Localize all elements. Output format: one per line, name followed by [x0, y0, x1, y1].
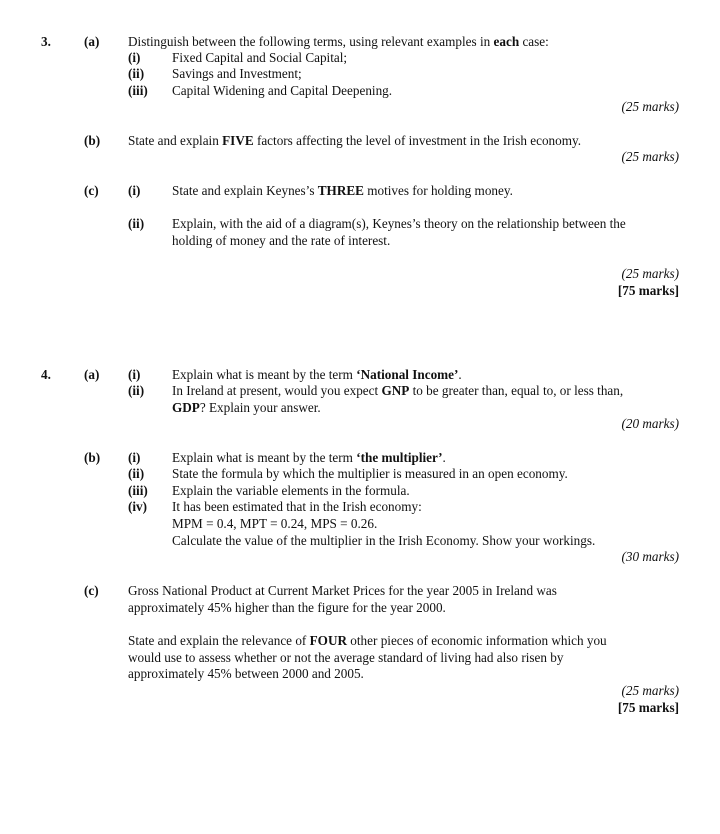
text: State and explain the relevance of	[128, 633, 310, 648]
text: In Ireland at present, would you expect	[172, 383, 382, 398]
marks-label: (25 marks)	[621, 683, 679, 698]
text-bold: THREE	[317, 183, 364, 198]
total-marks-label: [75 marks]	[617, 700, 679, 715]
subpart-label: (i)	[128, 450, 141, 465]
subpart-label: (i)	[128, 183, 141, 198]
paragraph-text: approximately 45% between 2000 and 2005.	[128, 666, 364, 681]
subpart-label: (ii)	[128, 383, 145, 398]
text: State and explain	[128, 133, 223, 148]
subpart-text: Fixed Capital and Social Capital;	[172, 50, 348, 65]
subpart-text	[172, 367, 462, 383]
text-bold: each	[493, 34, 520, 49]
part-label: (b)	[84, 133, 101, 148]
part-label: (c)	[84, 183, 99, 198]
text: Explain what is meant by the term	[172, 450, 357, 465]
paragraph-text: would use to assess whether or not the average standard of living had also risen by	[128, 650, 564, 665]
subpart-text	[172, 450, 446, 466]
text-bold: ‘National Income’	[356, 367, 459, 382]
text: ? Explain your answer.	[199, 400, 321, 415]
text: .	[458, 367, 462, 382]
subpart-text	[172, 383, 623, 399]
text-bold: FIVE	[222, 133, 254, 148]
subpart-text	[172, 183, 513, 199]
marks-label: (30 marks)	[621, 549, 679, 564]
marks-label: (25 marks)	[621, 266, 679, 281]
text: to be greater than, equal to, or less than,	[409, 383, 624, 398]
subpart-text: Calculate the value of the multiplier in the Irish Economy. Show your workings.	[172, 533, 596, 548]
subpart-text: Explain the variable elements in the formula.	[172, 483, 410, 498]
subpart-label: (iv)	[128, 499, 148, 514]
subpart-label: (ii)	[128, 66, 145, 81]
subpart-label: (ii)	[128, 466, 145, 481]
text: State and explain Keynes’s	[172, 183, 318, 198]
subpart-label: (i)	[128, 50, 141, 65]
question-number: 3.	[41, 34, 51, 49]
text: .	[442, 450, 446, 465]
text: other pieces of economic information which you	[347, 633, 607, 648]
paragraph-text: Gross National Product at Current Market Prices for the year 2005 in Ireland was	[128, 583, 557, 598]
paragraph-text: approximately 45% higher than the figure for the year 2000.	[128, 600, 446, 615]
marks-label: (25 marks)	[621, 149, 679, 164]
total-marks-label: [75 marks]	[617, 283, 679, 298]
subpart-text: Capital Widening and Capital Deepening.	[172, 83, 393, 98]
text: Distinguish between the following terms, using relevant examples in	[128, 34, 494, 49]
text-bold: GDP	[172, 400, 200, 415]
part-label: (a)	[84, 34, 100, 49]
subpart-label: (iii)	[128, 83, 148, 98]
text: case:	[519, 34, 549, 49]
subpart-text: MPM = 0.4, MPT = 0.24, MPS = 0.26.	[172, 516, 378, 531]
text: motives for holding money.	[363, 183, 513, 198]
question-number: 4.	[41, 367, 51, 382]
marks-label: (25 marks)	[621, 99, 679, 114]
subpart-text: State the formula by which the multiplier is measured in an open economy.	[172, 466, 568, 481]
part-label: (b)	[84, 450, 101, 465]
subpart-text: Explain, with the aid of a diagram(s), Keynes’s theory on the relationship between the	[172, 216, 626, 231]
part-label: (a)	[84, 367, 100, 382]
subpart-text: holding of money and the rate of interest.	[172, 233, 391, 248]
part-intro	[128, 34, 549, 50]
text: factors affecting the level of investment in the Irish economy.	[253, 133, 582, 148]
subpart-text	[172, 400, 321, 416]
text-bold: GNP	[381, 383, 410, 398]
text: Explain what is meant by the term	[172, 367, 357, 382]
subpart-text: It has been estimated that in the Irish economy:	[172, 499, 422, 514]
subpart-label: (i)	[128, 367, 141, 382]
paragraph-text	[128, 633, 607, 649]
text-bold: FOUR	[309, 633, 347, 648]
text-bold: ‘the multiplier’	[356, 450, 443, 465]
subpart-label: (iii)	[128, 483, 148, 498]
subpart-text: Savings and Investment;	[172, 66, 302, 81]
part-label: (c)	[84, 583, 99, 598]
part-text	[128, 133, 581, 149]
marks-label: (20 marks)	[621, 416, 679, 431]
subpart-label: (ii)	[128, 216, 145, 231]
